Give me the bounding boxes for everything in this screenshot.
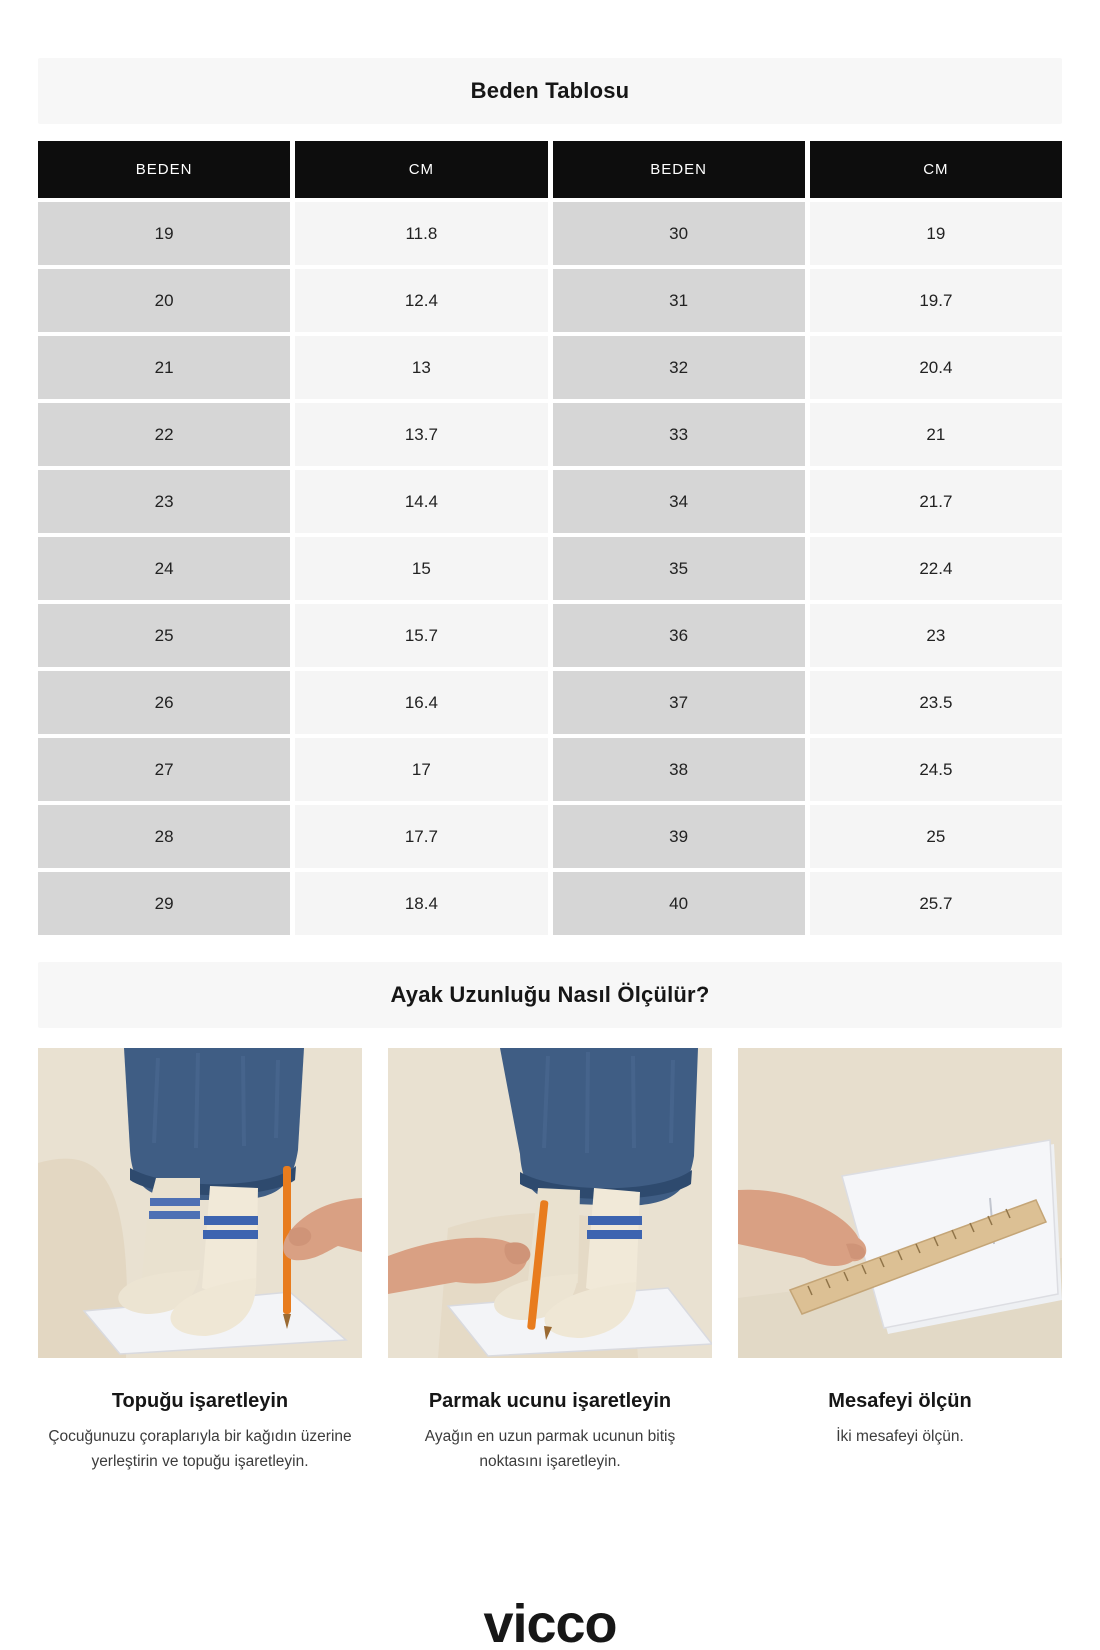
cm-cell: 12.4: [295, 269, 547, 332]
cm-cell: 23: [810, 604, 1062, 667]
step-description: Ayağın en uzun parmak ucunun bitiş noktasını işaretleyin.: [424, 1428, 676, 1471]
cm-cell: 25: [810, 805, 1062, 868]
mark-heel-photo: [38, 1048, 362, 1358]
size-table-header-cell: BEDEN: [553, 141, 805, 198]
size-cell: 19: [38, 202, 290, 265]
size-table: [38, 141, 1062, 935]
size-cell: 20: [38, 269, 290, 332]
cm-cell: 24.5: [810, 738, 1062, 801]
size-table-header-cell: CM: [295, 141, 547, 198]
howto-steps: [38, 1048, 1062, 1474]
step-description: İki mesafeyi ölçün.: [836, 1428, 964, 1445]
size-table-title-band: [38, 58, 1062, 124]
size-cell: 26: [38, 671, 290, 734]
step-description: Çocuğunuzu çoraplarıyla bir kağıdın üzerine yerleştirin ve topuğu işaretleyin.: [48, 1428, 352, 1471]
size-table-header-cell: CM: [810, 141, 1062, 198]
size-table-title: Beden Tablosu: [470, 78, 630, 103]
mark-toe-photo: [388, 1048, 712, 1358]
size-cell: 37: [553, 671, 805, 734]
cm-cell: 22.4: [810, 537, 1062, 600]
cm-cell: 15.7: [295, 604, 547, 667]
cm-cell: 21.7: [810, 470, 1062, 533]
size-cell: 23: [38, 470, 290, 533]
vicco-logo: vicco: [483, 1594, 617, 1650]
cm-cell: 16.4: [295, 671, 547, 734]
size-cell: 33: [553, 403, 805, 466]
howto-title-band: [38, 962, 1062, 1028]
measure-distance-photo: [738, 1048, 1062, 1358]
cm-cell: 17: [295, 738, 547, 801]
cm-cell: 13: [295, 336, 547, 399]
size-cell: 32: [553, 336, 805, 399]
step-title: Topuğu işaretleyin: [111, 1390, 289, 1412]
size-cell: 30: [553, 202, 805, 265]
cm-cell: 17.7: [295, 805, 547, 868]
size-table-header-cell: BEDEN: [38, 141, 290, 198]
size-cell: 35: [553, 537, 805, 600]
brand-footer: [0, 1591, 1100, 1650]
size-cell: 39: [553, 805, 805, 868]
cm-cell: 19.7: [810, 269, 1062, 332]
size-cell: 24: [38, 537, 290, 600]
cm-cell: 13.7: [295, 403, 547, 466]
size-cell: 27: [38, 738, 290, 801]
cm-cell: 19: [810, 202, 1062, 265]
step-mark-heel: [38, 1048, 362, 1474]
size-cell: 22: [38, 403, 290, 466]
howto-title: Ayak Uzunluğu Nasıl Ölçülür?: [390, 982, 710, 1007]
size-cell: 40: [553, 872, 805, 935]
cm-cell: 23.5: [810, 671, 1062, 734]
size-cell: 25: [38, 604, 290, 667]
cm-cell: 25.7: [810, 872, 1062, 935]
size-cell: 31: [553, 269, 805, 332]
size-cell: 29: [38, 872, 290, 935]
cm-cell: 20.4: [810, 336, 1062, 399]
size-cell: 38: [553, 738, 805, 801]
cm-cell: 15: [295, 537, 547, 600]
page-content: [0, 58, 1100, 1474]
cm-cell: 11.8: [295, 202, 547, 265]
size-cell: 34: [553, 470, 805, 533]
step-title: Parmak ucunu işaretleyin: [428, 1390, 672, 1412]
cm-cell: 14.4: [295, 470, 547, 533]
size-cell: 28: [38, 805, 290, 868]
cm-cell: 18.4: [295, 872, 547, 935]
cm-cell: 21: [810, 403, 1062, 466]
step-measure-distance: [738, 1048, 1062, 1474]
step-title: Mesafeyi ölçün: [828, 1390, 972, 1412]
size-cell: 21: [38, 336, 290, 399]
size-cell: 36: [553, 604, 805, 667]
step-mark-toe: [388, 1048, 712, 1474]
